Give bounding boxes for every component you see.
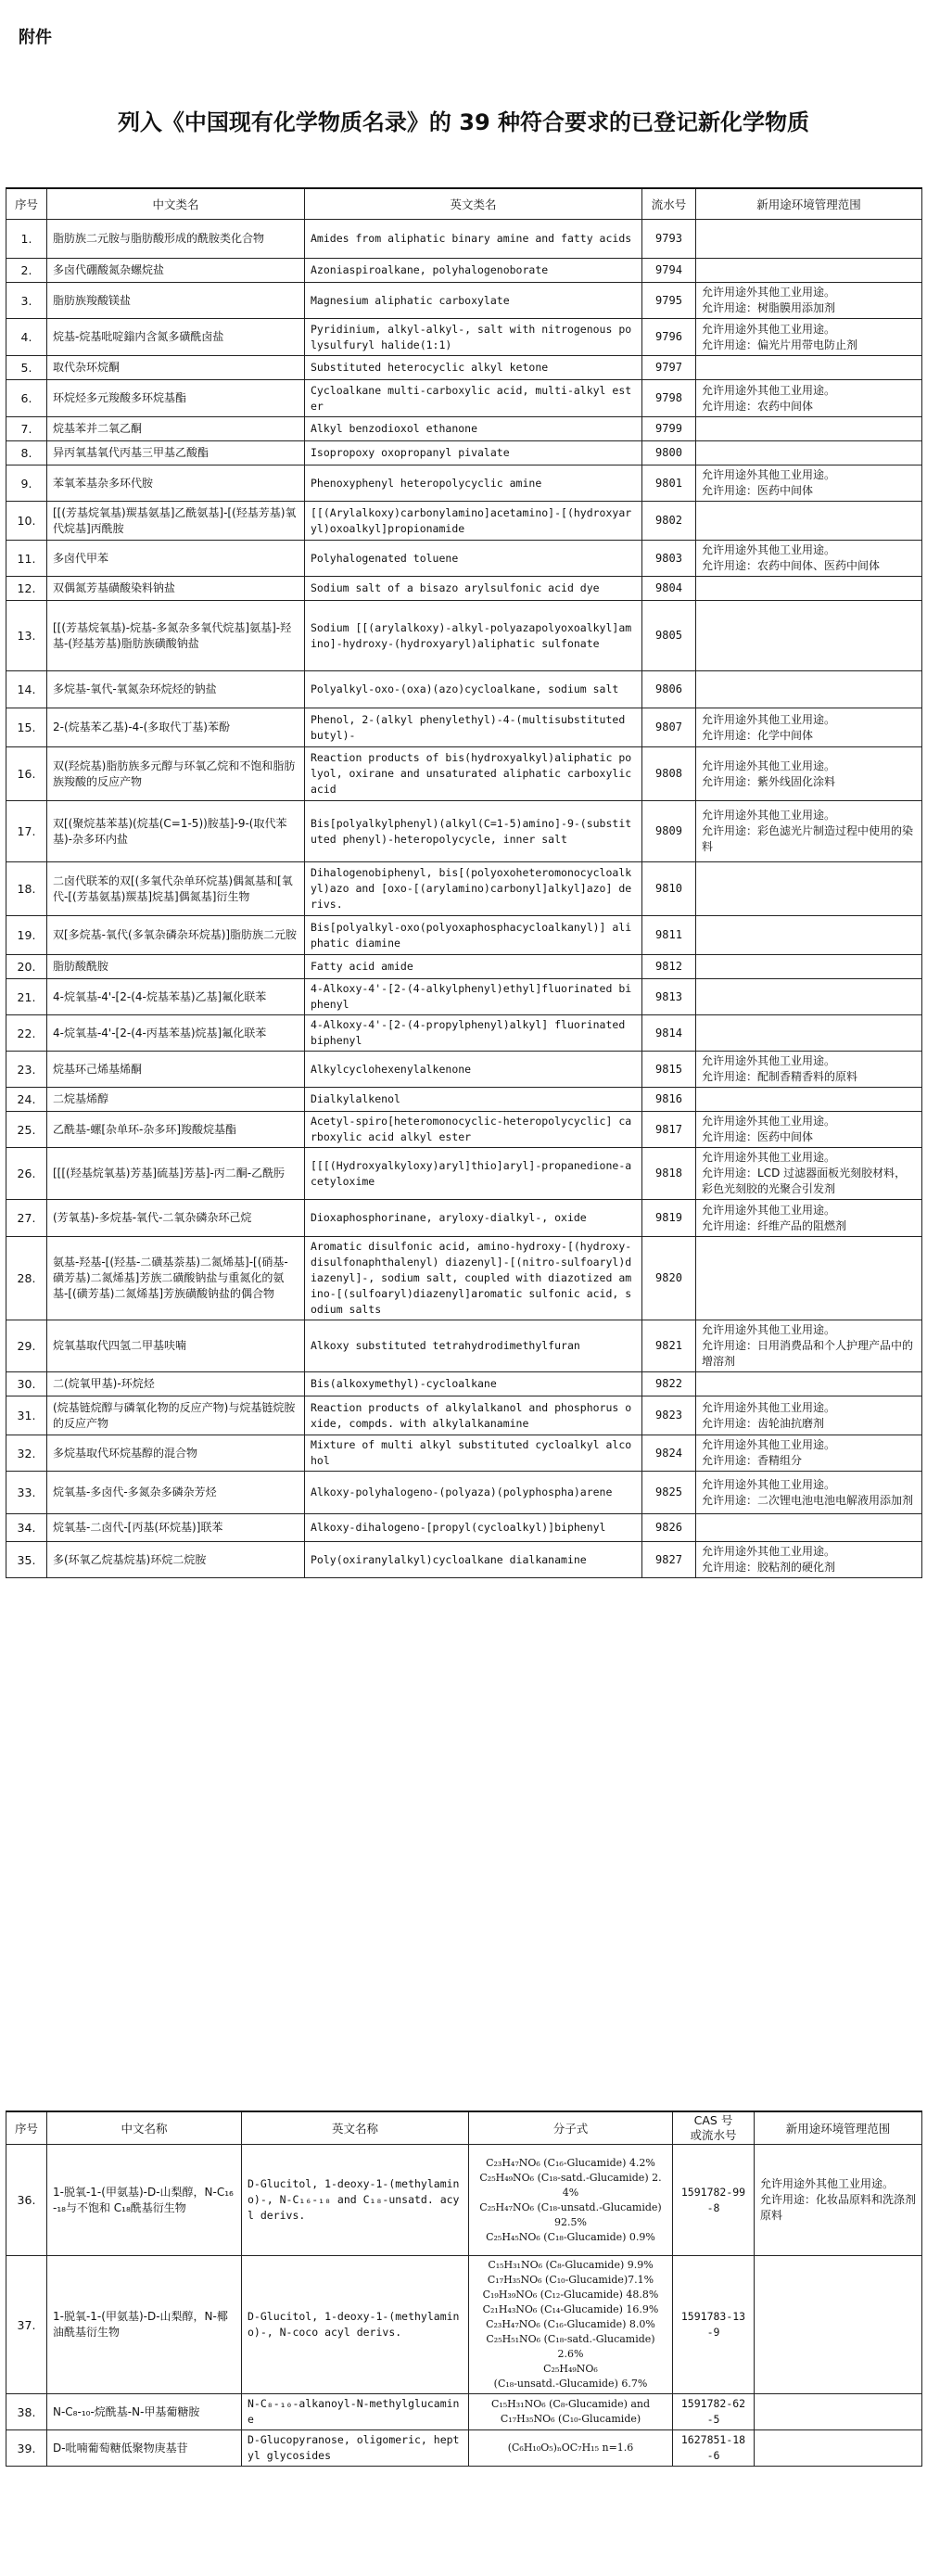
english-class-name: [[[(Hydroxyalkyloxy)aryl]thio]aryl]-propanedione-acetyloxime [305,1148,642,1200]
english-class-name: Azoniaspiroalkane, polyhalogenoborate [305,259,642,283]
row-number: 3. [6,283,47,319]
english-class-name: Reaction products of bis(hydroxyalkyl)aliphatic polyol, oxirane and unsaturated aliphatic carboxylic acid [305,747,642,801]
table-row [6,380,922,417]
row-number: 4. [6,319,47,356]
row-number: 20. [6,955,47,979]
table-row [6,1472,922,1514]
chinese-class-name: 异丙氧基氧代丙基三甲基乙酸酯 [47,441,305,465]
new-use-scope [696,1514,922,1542]
table-row [6,1372,922,1396]
serial-number: 9806 [642,671,696,708]
chinese-class-name: (芳氧基)-多烷基-氧代-二氧杂磷杂环己烷 [47,1200,305,1237]
serial-number: 9795 [642,283,696,319]
table-row [6,979,922,1015]
serial-number: 9798 [642,380,696,417]
serial-number: 9817 [642,1112,696,1148]
new-use-scope: 允许用途外其他工业用途。 允许用途：农药中间体 [696,380,922,417]
row-number: 39. [6,2430,47,2467]
serial-number: 9796 [642,319,696,356]
row-number: 33. [6,1472,47,1514]
new-use-scope [755,2394,922,2430]
table-row [6,708,922,747]
new-use-scope [696,1015,922,1052]
chinese-class-name: 二(烷氧甲基)-环烷烃 [47,1372,305,1396]
new-use-scope: 允许用途外其他工业用途。 允许用途：化妆品原料和洗涤剂原料 [755,2145,922,2256]
chinese-class-name: 二烷基烯醇 [47,1088,305,1112]
table-row [6,417,922,441]
serial-number: 9818 [642,1148,696,1200]
new-use-scope [696,441,922,465]
chinese-class-name: 烷氧基取代四氢二甲基呋喃 [47,1320,305,1372]
serial-number: 9803 [642,541,696,577]
molecular-formula: C₁₅H₃₁NO₆ (C₈-Glucamide) 9.9% C₁₇H₃₅NO₆ (C₁₀-Glucamide)7.1% C₁₉H₃₉NO₆ (C₁₂-Glucamide) 48.8% C₂₁H₄₃NO₆ (C₁₄-Glucamide) 16.9% C₂₃H₄₇NO₆ (C₁₆-Glucamide) 8.0% C₂₅H₅₁NO₆ (C₁₈-satd.-Glucamide) 2.6% C₂₅H₄₉NO₆ (C₁₈-unsatd.-Glucamide) 6.7% [469,2256,673,2394]
new-use-scope: 允许用途外其他工业用途。 允许用途：紫外线固化涂料 [696,747,922,801]
serial-number: 9802 [642,502,696,541]
chinese-class-name: [[(芳基烷氧基)羰基氨基]乙酰氨基]-[(羟基芳基)氧代烷基]丙酰胺 [47,502,305,541]
serial-number: 9807 [642,708,696,747]
col-header-no: 序号 [6,2111,47,2145]
row-number: 35. [6,1542,47,1578]
english-class-name: Reaction products of alkylalkanol and phosphorus oxide, compds. with alkylalkanamine [305,1396,642,1435]
row-number: 31. [6,1396,47,1435]
chinese-class-name: 烷氧基-多卤代-多氮杂多磷杂芳烃 [47,1472,305,1514]
attachment-label: 附件 [19,28,52,47]
substance-table-2 [6,2111,922,2467]
english-name: D-Glucitol, 1-deoxy-1-(methylamino)-, N-C₁₆-₁₈ and C₁₈-unsatd. acyl derivs. [242,2145,469,2256]
molecular-formula: (C₆H₁₀O₅)ₙOC₇H₁₅ n=1.6 [469,2430,673,2467]
chinese-name: 1-脱氧-1-(甲氨基)-D-山梨醇，N-C₁₆-₁₈与不饱和 C₁₈酰基衍生物 [47,2145,242,2256]
row-number: 32. [6,1435,47,1472]
row-number: 38. [6,2394,47,2430]
english-class-name: Dihalogenobiphenyl, bis[(polyoxoheteromonocycloalkyl)azo and [oxo-[(arylamino)carbonyl]alkyl]azo] derivs. [305,862,642,916]
chinese-class-name: 烷基-烷基吡啶鎓内含氮多磺酰卤盐 [47,319,305,356]
row-number: 22. [6,1015,47,1052]
serial-number: 9793 [642,220,696,259]
row-number: 8. [6,441,47,465]
row-number: 17. [6,801,47,862]
new-use-scope [696,955,922,979]
english-class-name: Alkoxy-polyhalogeno-(polyaza)(polyphospha)arene [305,1472,642,1514]
row-number: 23. [6,1052,47,1088]
col-header-en: 英文类名 [305,188,642,220]
english-class-name: Amides from aliphatic binary amine and fatty acids [305,220,642,259]
serial-number: 9800 [642,441,696,465]
serial-number: 9799 [642,417,696,441]
table-row [6,1237,922,1320]
row-number: 12. [6,577,47,601]
serial-number: 9814 [642,1015,696,1052]
row-number: 5. [6,356,47,380]
new-use-scope [696,601,922,671]
serial-number: 9820 [642,1237,696,1320]
row-number: 25. [6,1112,47,1148]
chinese-class-name: 环烷烃多元羧酸多环烷基酯 [47,380,305,417]
english-class-name: Aromatic disulfonic acid, amino-hydroxy-[(hydroxy-disulfonaphthalenyl) diazenyl]-[(nitro-sulfoaryl)diazenyl]-, sodium salt, coupled with diazotized amino-[(sulfoaryl)diazenyl]aromatic sulfonic acid, sodium salts [305,1237,642,1320]
new-use-scope: 允许用途外其他工业用途。 允许用途：农药中间体、医药中间体 [696,541,922,577]
table-row [6,2256,922,2394]
chinese-class-name: 4-烷氧基-4'-[2-(4-烷基苯基)乙基]氟化联苯 [47,979,305,1015]
new-use-scope [696,1088,922,1112]
table-row [6,671,922,708]
chinese-class-name: 脂肪族二元胺与脂肪酸形成的酰胺类化合物 [47,220,305,259]
english-class-name: Dialkylalkenol [305,1088,642,1112]
chinese-class-name: 双[多烷基-氧代(多氧杂磷杂环烷基)]脂肪族二元胺 [47,916,305,955]
chinese-class-name: 多卤代甲苯 [47,541,305,577]
english-class-name: Alkyl benzodioxol ethanone [305,417,642,441]
chinese-class-name: 取代杂环烷酮 [47,356,305,380]
row-number: 2. [6,259,47,283]
table-row [6,220,922,259]
english-class-name: Cycloalkane multi-carboxylic acid, multi-alkyl ester [305,380,642,417]
serial-number: 9815 [642,1052,696,1088]
row-number: 13. [6,601,47,671]
serial-number: 9811 [642,916,696,955]
chinese-class-name: 多烷基-氧代-氧氮杂环烷烃的钠盐 [47,671,305,708]
serial-number: 9822 [642,1372,696,1396]
chinese-class-name: 2-(烷基苯乙基)-4-(多取代丁基)苯酚 [47,708,305,747]
serial-number: 9812 [642,955,696,979]
table-row [6,747,922,801]
new-use-scope [755,2256,922,2394]
chinese-class-name: 双[(聚烷基苯基)(烷基(C=1-5))胺基]-9-(取代苯基)-杂多环内盐 [47,801,305,862]
serial-number: 9823 [642,1396,696,1435]
serial-number: 9801 [642,465,696,502]
col-header-formula: 分子式 [469,2111,673,2145]
english-class-name: Phenoxyphenyl heteropolycyclic amine [305,465,642,502]
table-row [6,319,922,356]
new-use-scope: 允许用途外其他工业用途。 允许用途：医药中间体 [696,465,922,502]
chinese-class-name: [[[(羟基烷氧基)芳基]硫基]芳基]-丙二酮-乙酰肟 [47,1148,305,1200]
row-number: 29. [6,1320,47,1372]
new-use-scope [696,220,922,259]
english-class-name: Isopropoxy oxopropanyl pivalate [305,441,642,465]
new-use-scope [696,862,922,916]
row-number: 14. [6,671,47,708]
english-class-name: [[(Arylalkoxy)carbonylamino]acetamino]-[(hydroxyaryl)oxoalkyl]propionamide [305,502,642,541]
table-row [6,259,922,283]
row-number: 26. [6,1148,47,1200]
english-name: D-Glucitol, 1-deoxy-1-(methylamino)-, N-coco acyl derivs. [242,2256,469,2394]
row-number: 15. [6,708,47,747]
col-header-scope: 新用途环境管理范围 [755,2111,922,2145]
serial-number: 9804 [642,577,696,601]
serial-number: 9808 [642,747,696,801]
new-use-scope [755,2430,922,2467]
table-row [6,1396,922,1435]
table-row [6,862,922,916]
new-use-scope: 允许用途外其他工业用途。 允许用途：医药中间体 [696,1112,922,1148]
new-use-scope: 允许用途外其他工业用途。 允许用途：香精组分 [696,1435,922,1472]
chinese-name: 1-脱氧-1-(甲氨基)-D-山梨醇，N-椰油酰基衍生物 [47,2256,242,2394]
english-class-name: Polyalkyl-oxo-(oxa)(azo)cycloalkane, sodium salt [305,671,642,708]
serial-number: 9827 [642,1542,696,1578]
chinese-class-name: 二卤代联苯的双[(多氧代杂单环烷基)偶氮基和[氧代-[(芳基氨基)羰基]烷基]偶氮基]衍生物 [47,862,305,916]
serial-number: 9816 [642,1088,696,1112]
english-class-name: Pyridinium, alkyl-alkyl-, salt with nitrogenous polysulfuryl halide(1:1) [305,319,642,356]
chinese-name: N-C₈-₁₀-烷酰基-N-甲基葡糖胺 [47,2394,242,2430]
chinese-class-name: 脂肪族羧酸镁盐 [47,283,305,319]
row-number: 9. [6,465,47,502]
row-number: 19. [6,916,47,955]
english-class-name: Bis(alkoxymethyl)-cycloalkane [305,1372,642,1396]
row-number: 18. [6,862,47,916]
table-row [6,2394,922,2430]
row-number: 30. [6,1372,47,1396]
english-class-name: Magnesium aliphatic carboxylate [305,283,642,319]
english-class-name: Alkoxy substituted tetrahydrodimethylfuran [305,1320,642,1372]
row-number: 7. [6,417,47,441]
table-row [6,601,922,671]
table-row [6,2145,922,2256]
table1-header-row [6,188,922,220]
page-title: 列入《中国现有化学物质名录》的 39 种符合要求的已登记新化学物质 [117,109,810,135]
new-use-scope [696,979,922,1015]
english-class-name: Bis[polyalkyl-oxo(polyoxaphosphacycloalkanyl)] aliphatic diamine [305,916,642,955]
new-use-scope: 允许用途外其他工业用途。 允许用途：化学中间体 [696,708,922,747]
new-use-scope: 允许用途外其他工业用途。 允许用途：彩色滤光片制造过程中使用的染料 [696,801,922,862]
new-use-scope [696,259,922,283]
new-use-scope [696,417,922,441]
table-row [6,465,922,502]
serial-number: 9813 [642,979,696,1015]
serial-number: 9794 [642,259,696,283]
english-name: D-Glucopyranose, oligomeric, heptyl glycosides [242,2430,469,2467]
serial-number: 9805 [642,601,696,671]
table-row [6,541,922,577]
chinese-class-name: 氨基-羟基-[(羟基-二磺基萘基)二氮烯基]-[(硝基-磺芳基)二氮烯基]芳族二磺酸钠盐与重氮化的氨基-[(磺芳基)二氮烯基]芳族磺酸钠盐的偶合物 [47,1237,305,1320]
english-class-name: Phenol, 2-(alkyl phenylethyl)-4-(multisubstituted butyl)- [305,708,642,747]
table-row [6,801,922,862]
new-use-scope: 允许用途外其他工业用途。 允许用途：LCD 过滤器面板光刻胶材料，彩色光刻胶的光聚合引发剂 [696,1148,922,1200]
table-row [6,1088,922,1112]
col-header-scope: 新用途环境管理范围 [696,188,922,220]
molecular-formula: C₁₅H₃₁NO₆ (C₈-Glucamide) and C₁₇H₃₅NO₆ (C₁₀-Glucamide) [469,2394,673,2430]
new-use-scope [696,1237,922,1320]
serial-number: 9809 [642,801,696,862]
new-use-scope [696,1372,922,1396]
english-class-name: Alkylcyclohexenylalkenone [305,1052,642,1088]
new-use-scope: 允许用途外其他工业用途。 允许用途：树脂膜用添加剂 [696,283,922,319]
new-use-scope: 允许用途外其他工业用途。 允许用途：胶粘剂的硬化剂 [696,1542,922,1578]
substance-table-1 [6,187,922,1578]
row-number: 37. [6,2256,47,2394]
new-use-scope: 允许用途外其他工业用途。 允许用途：纤维产品的阻燃剂 [696,1200,922,1237]
row-number: 11. [6,541,47,577]
row-number: 21. [6,979,47,1015]
col-header-flow: 流水号 [642,188,696,220]
chinese-class-name: 烷基苯并二氧乙酮 [47,417,305,441]
english-class-name: Acetyl-spiro[heteromonocyclic-heteropolycyclic] carboxylic acid alkyl ester [305,1112,642,1148]
table-row [6,916,922,955]
table-row [6,441,922,465]
chinese-class-name: 苯氧苯基杂多环代胺 [47,465,305,502]
table-row [6,356,922,380]
table-row [6,1320,922,1372]
new-use-scope: 允许用途外其他工业用途。 允许用途：偏光片用带电防止剂 [696,319,922,356]
row-number: 16. [6,747,47,801]
cas-number: 1591783-13-9 [673,2256,755,2394]
english-class-name: Substituted heterocyclic alkyl ketone [305,356,642,380]
new-use-scope [696,502,922,541]
english-class-name: Mixture of multi alkyl substituted cycloalkyl alcohol [305,1435,642,1472]
serial-number: 9819 [642,1200,696,1237]
table-row [6,2430,922,2467]
table-row [6,1148,922,1200]
english-class-name: Sodium salt of a bisazo arylsulfonic acid dye [305,577,642,601]
english-class-name: Sodium [[(arylalkoxy)-alkyl-polyazapolyoxoalkyl]amino]-hydroxy-(hydroxyaryl)aliphatic sulfonate [305,601,642,671]
chinese-class-name: 多烷基取代环烷基醇的混合物 [47,1435,305,1472]
english-name: N-C₈-₁₀-alkanoyl-N-methylglucamine [242,2394,469,2430]
english-class-name: 4-Alkoxy-4'-[2-(4-propylphenyl)alkyl] fluorinated biphenyl [305,1015,642,1052]
english-class-name: 4-Alkoxy-4'-[2-(4-alkylphenyl)ethyl]fluorinated biphenyl [305,979,642,1015]
chinese-name: D-吡喃葡萄糖低聚物庚基苷 [47,2430,242,2467]
cas-number: 1627851-18-6 [673,2430,755,2467]
row-number: 1. [6,220,47,259]
english-class-name: Dioxaphosphorinane, aryloxy-dialkyl-, oxide [305,1200,642,1237]
chinese-class-name: 多(环氧乙烷基烷基)环烷二烷胺 [47,1542,305,1578]
table-row [6,1015,922,1052]
row-number: 6. [6,380,47,417]
new-use-scope: 允许用途外其他工业用途。 允许用途：配制香精香料的原料 [696,1052,922,1088]
chinese-class-name: 乙酰基-螺[杂单环-杂多环]羧酸烷基酯 [47,1112,305,1148]
english-class-name: Fatty acid amide [305,955,642,979]
table-row [6,283,922,319]
english-class-name: Polyhalogenated toluene [305,541,642,577]
col-header-cn: 中文类名 [47,188,305,220]
row-number: 27. [6,1200,47,1237]
table-row [6,1542,922,1578]
row-number: 24. [6,1088,47,1112]
english-class-name: Bis[polyalkylphenyl)(alkyl(C=1-5)amino]-9-(substituted phenyl)-heteropolycycle, inner salt [305,801,642,862]
table-row [6,502,922,541]
serial-number: 9797 [642,356,696,380]
cas-number: 1591782-99-8 [673,2145,755,2256]
serial-number: 9810 [642,862,696,916]
chinese-class-name: (烷基链烷醇与磷氧化物的反应产物)与烷基链烷胺的反应产物 [47,1396,305,1435]
col-header-cn: 中文名称 [47,2111,242,2145]
molecular-formula: C₂₃H₄₇NO₆ (C₁₆-Glucamide) 4.2% C₂₅H₄₉NO₆ (C₁₈-satd.-Glucamide) 2.4% C₂₅H₄₇NO₆ (C₁₈-unsatd.-Glucamide) 92.5% C₂₅H₄₅NO₆ (C₁₈-Glucamide) 0.9% [469,2145,673,2256]
chinese-class-name: [[(芳基烷氧基)-烷基-多氮杂多氧代烷基]氨基]-羟基-(羟基芳基)脂肪族磺酸钠盐 [47,601,305,671]
new-use-scope: 允许用途外其他工业用途。 允许用途：日用消费品和个人护理产品中的增溶剂 [696,1320,922,1372]
new-use-scope: 允许用途外其他工业用途。 允许用途：二次锂电池电池电解液用添加剂 [696,1472,922,1514]
new-use-scope [696,577,922,601]
new-use-scope [696,916,922,955]
chinese-class-name: 4-烷氧基-4'-[2-(4-丙基苯基)烷基]氟化联苯 [47,1015,305,1052]
serial-number: 9826 [642,1514,696,1542]
table-row [6,1514,922,1542]
col-header-no: 序号 [6,188,47,220]
cas-number: 1591782-62-5 [673,2394,755,2430]
table-row [6,1200,922,1237]
chinese-class-name: 烷氧基-二卤代-[丙基(环烷基)]联苯 [47,1514,305,1542]
serial-number: 9824 [642,1435,696,1472]
table-row [6,955,922,979]
table-row [6,1112,922,1148]
english-class-name: Poly(oxiranylalkyl)cycloalkane dialkanamine [305,1542,642,1578]
table-row [6,577,922,601]
row-number: 36. [6,2145,47,2256]
serial-number: 9825 [642,1472,696,1514]
col-header-en: 英文名称 [242,2111,469,2145]
chinese-class-name: 双(羟烷基)脂肪族多元醇与环氧乙烷和不饱和脂肪族羧酸的反应产物 [47,747,305,801]
new-use-scope [696,356,922,380]
chinese-class-name: 脂肪酸酰胺 [47,955,305,979]
chinese-class-name: 多卤代硼酸氮杂螺烷盐 [47,259,305,283]
row-number: 28. [6,1237,47,1320]
table-row [6,1435,922,1472]
row-number: 34. [6,1514,47,1542]
row-number: 10. [6,502,47,541]
new-use-scope [696,671,922,708]
col-header-cas: CAS 号 或流水号 [673,2111,755,2145]
table-row [6,1052,922,1088]
chinese-class-name: 双偶氮芳基磺酸染料钠盐 [47,577,305,601]
english-class-name: Alkoxy-dihalogeno-[propyl(cycloalkyl)]biphenyl [305,1514,642,1542]
new-use-scope: 允许用途外其他工业用途。 允许用途：齿轮油抗磨剂 [696,1396,922,1435]
table2-header-row [6,2111,922,2145]
chinese-class-name: 烷基环己烯基烯酮 [47,1052,305,1088]
serial-number: 9821 [642,1320,696,1372]
